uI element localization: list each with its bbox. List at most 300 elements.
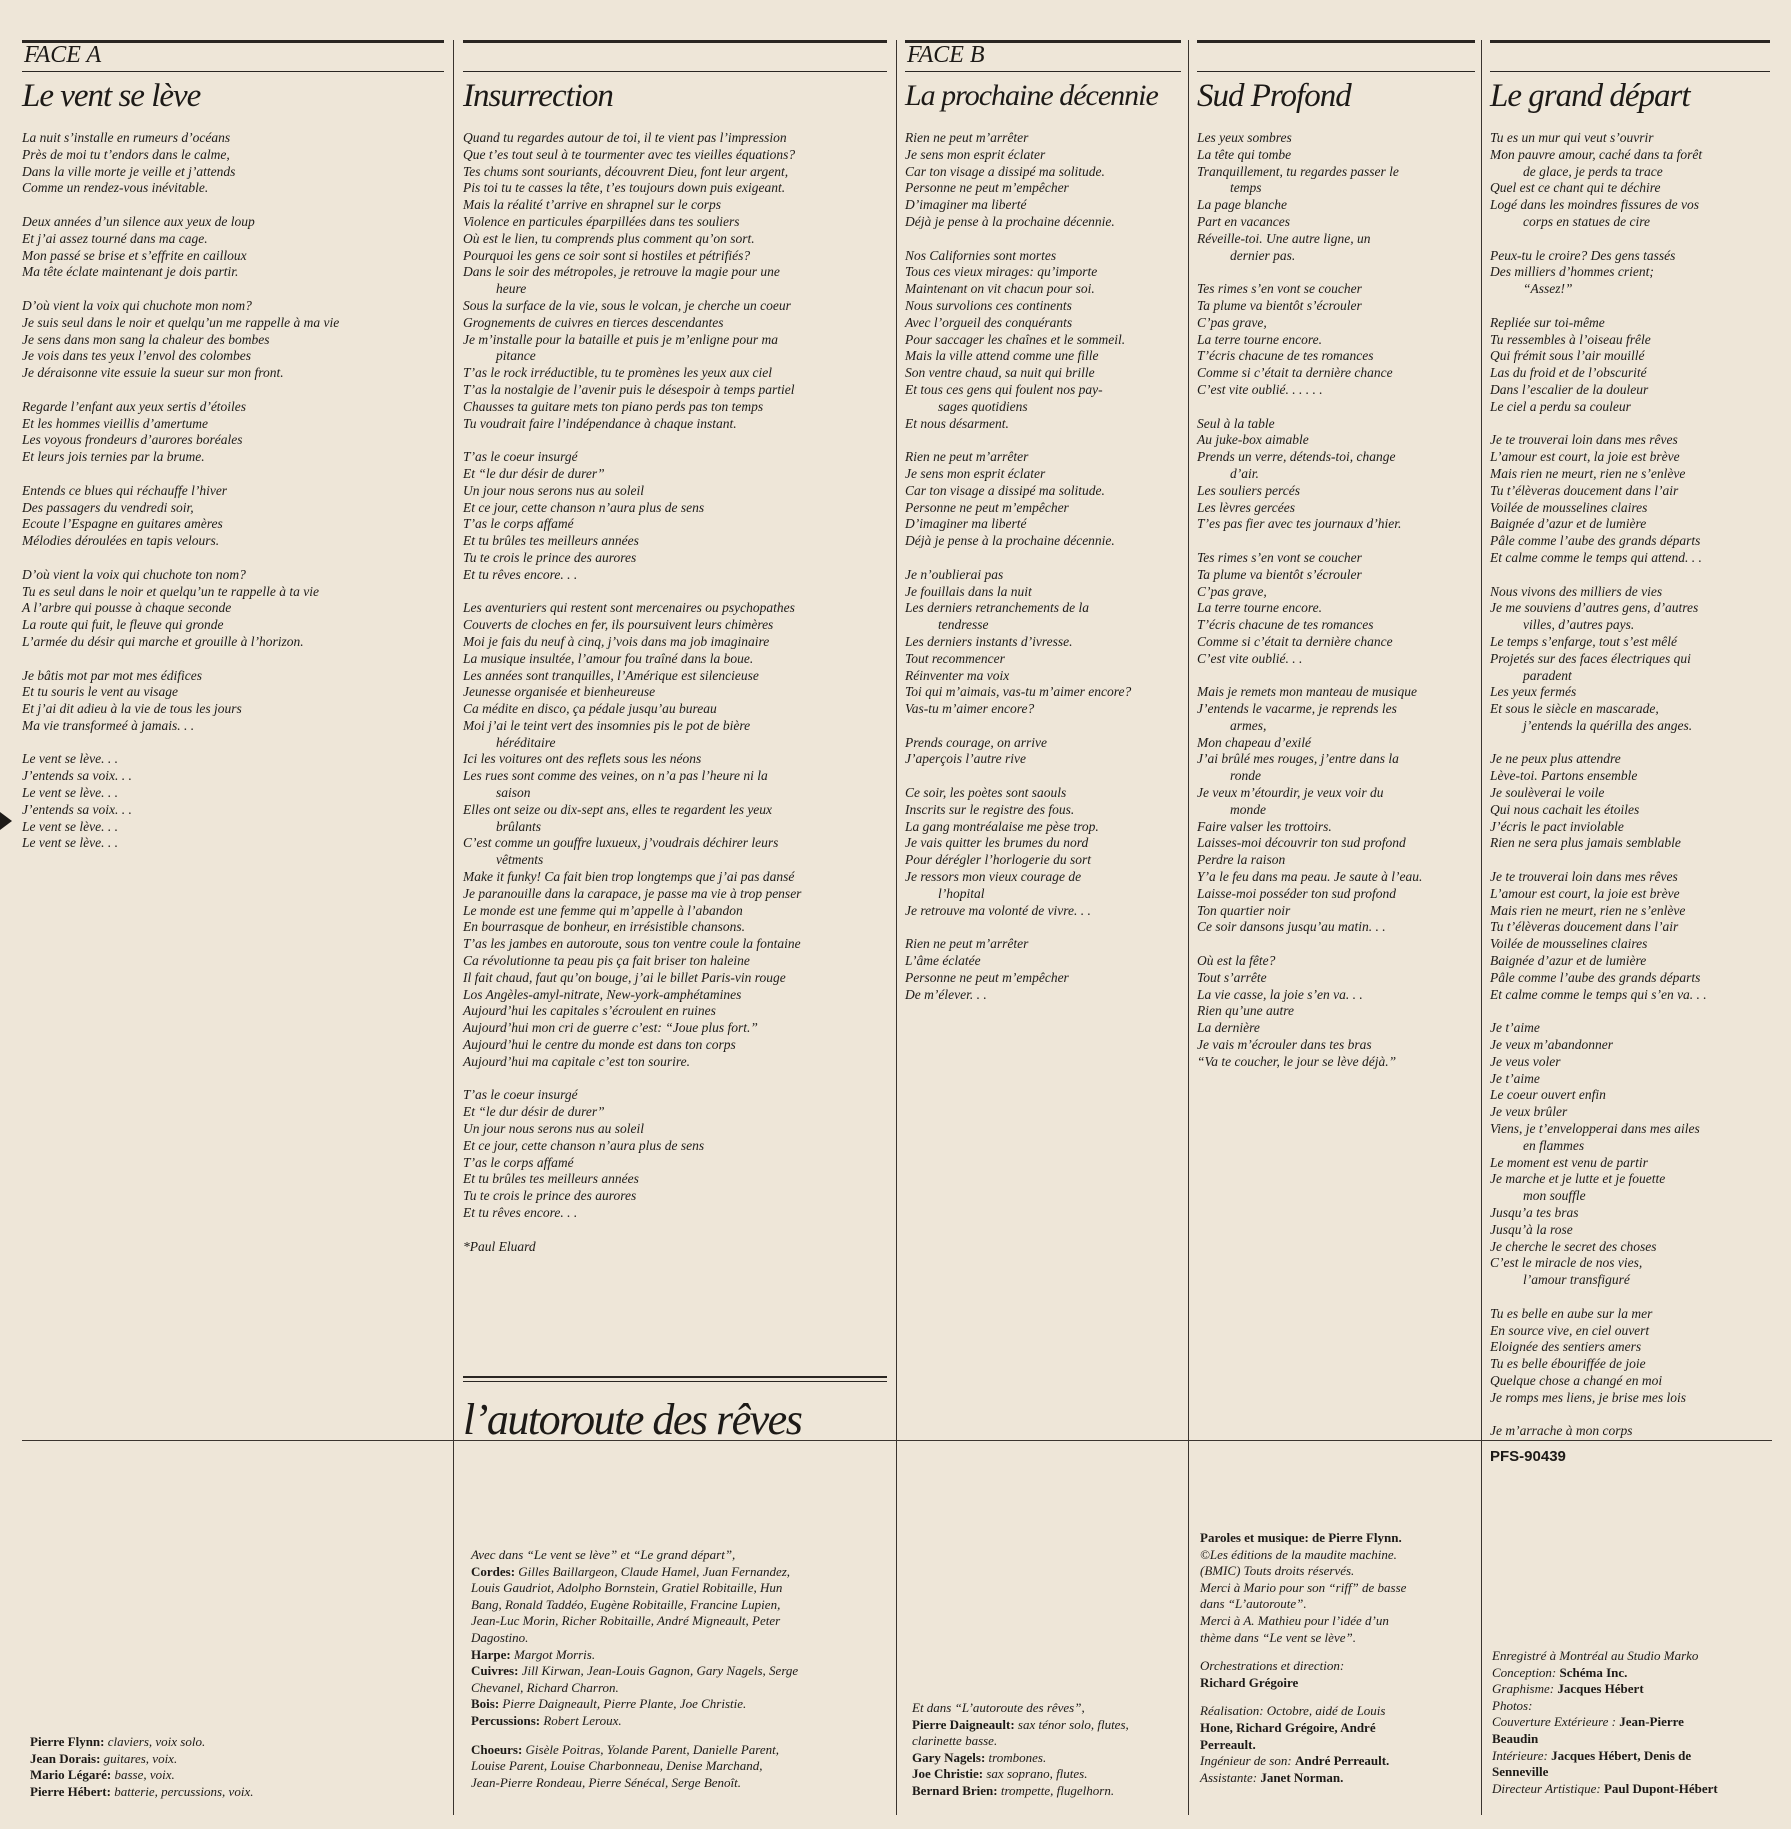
- studio-credits: [1492, 1648, 1772, 1797]
- lyric-line: Tes rimes s’en vont se coucher: [1197, 549, 1362, 565]
- lyric-line: Dans l’escalier de la douleur: [1490, 381, 1649, 397]
- lyric-line: C’pas grave,: [1197, 314, 1267, 330]
- column-sud-profond: [1197, 40, 1475, 1087]
- lyric-line: Entends ce blues qui réchauffe l’hiver: [22, 482, 228, 498]
- stanza: [905, 936, 1181, 1003]
- lyric-line: Le vent se lève. . .: [22, 751, 118, 767]
- column-divider: [896, 40, 897, 1815]
- lyric-line: Je veux m’abandonner: [1490, 1037, 1613, 1053]
- credit-line: [30, 1784, 440, 1801]
- lyric-line: Laisse-moi posséder ton sud profond: [1197, 885, 1397, 901]
- credit-text: (BMIC) Touts droits réservés.: [1200, 1563, 1355, 1579]
- credit-text: sax soprano, flutes.: [983, 1766, 1088, 1782]
- credit-name: Jean-Pierre: [1619, 1714, 1684, 1730]
- lyric-line: heure: [496, 281, 527, 297]
- lyric-line: Tu t’élèveras doucement dans l’air: [1490, 919, 1679, 935]
- credit-line: [1200, 1646, 1472, 1658]
- lyric-line: Rien ne peut m’arrêter: [905, 130, 1029, 145]
- lyric-line: Je cherche le secret des choses: [1490, 1238, 1657, 1254]
- lyric-line: “Assez!”: [1523, 281, 1573, 297]
- stanza: [905, 785, 1181, 919]
- lyric-line: Les souliers percés: [1197, 482, 1300, 498]
- lyric-line: Ce soir dansons jusqu’au matin. . .: [1197, 919, 1386, 935]
- lyric-line: Les derniers instants d’ivresse.: [905, 633, 1073, 649]
- lyric-line: Le vent se lève. . .: [22, 818, 118, 834]
- credit-line: [471, 1696, 886, 1713]
- stanza: [463, 130, 887, 432]
- lyric-line: Toi qui m’aimais, vas-tu m’aimer encore?: [905, 684, 1132, 700]
- credit-name: Gary Nagels:: [912, 1749, 986, 1765]
- credit-name: Pierre Daigneault:: [912, 1716, 1015, 1732]
- lyric-line: L’armée du désir qui marche et grouille à l’horizon.: [22, 633, 304, 649]
- lyric-line: D’imaginer ma liberté: [905, 197, 1027, 213]
- lyric-line: J’ai brûlé mes rouges, j’entre dans la: [1197, 751, 1399, 767]
- credit-line: [1200, 1770, 1472, 1787]
- lyric-line: corps en statues de cire: [1523, 213, 1650, 229]
- lyric-line: D’imaginer ma liberté: [905, 516, 1027, 532]
- lyric-line: Ton quartier noir: [1197, 902, 1291, 918]
- lyric-line: C’est comme un gouffre luxueux, j’voudrais déchirer leurs: [463, 835, 779, 851]
- lyric-line: Baignée d’azur et de lumière: [1490, 516, 1647, 532]
- lyric-line: temps: [1230, 180, 1262, 196]
- lyric-line: Comme si c’était ta dernière chance: [1197, 633, 1393, 649]
- lyric-line: Son ventre chaud, sa nuit qui brille: [905, 365, 1095, 381]
- lyric-line: Inscrits sur le registre des fous.: [905, 801, 1075, 817]
- lyric-line: T’as le coeur insurgé: [463, 1087, 578, 1103]
- lyric-line: Moi j’ai le teint vert des insomnies pis le pot de bière: [463, 717, 751, 733]
- face-label: FACE B: [907, 42, 985, 68]
- credit-line: [912, 1766, 1180, 1783]
- credit-line: [1492, 1648, 1772, 1665]
- lyric-line: La tête qui tombe: [1197, 146, 1292, 162]
- lyric-line: *Paul Eluard: [463, 1238, 536, 1254]
- credit-name: Pierre Flynn:: [30, 1734, 105, 1749]
- lyric-line: de glace, je perds ta trace: [1523, 163, 1663, 179]
- lyric-line: Mais la ville attend comme une fille: [905, 348, 1099, 364]
- credit-name: André Perreault.: [1294, 1753, 1390, 1769]
- lyric-line: Au juke-box aimable: [1197, 432, 1309, 448]
- credit-name: Perreault.: [1200, 1736, 1256, 1752]
- stanza: [1490, 315, 1770, 416]
- credit-name: Percussions:: [471, 1712, 541, 1728]
- lyric-line: En source vive, en ciel ouvert: [1490, 1322, 1650, 1338]
- credit-line: [1200, 1547, 1472, 1564]
- lyric-line: Je m’arrache à mon corps: [1490, 1423, 1633, 1439]
- lyric-line: dernier pas.: [1230, 247, 1296, 263]
- lyric-line: La musique insultée, l’amour fou traîné dans la boue.: [463, 650, 754, 666]
- lyric-line: Ta plume va bientôt s’écrouler: [1197, 297, 1362, 313]
- column-grand-depart: [1490, 40, 1770, 1457]
- lyric-line: Tu es belle en aube sur la mer: [1490, 1305, 1653, 1321]
- lyric-line: Avec l’orgueil des conquérants: [905, 314, 1073, 330]
- stanza: [463, 600, 887, 1070]
- lyric-line: Tes rimes s’en vont se coucher: [1197, 281, 1362, 297]
- lyric-line: D’où vient la voix qui chuchote mon nom?: [22, 297, 252, 313]
- lyric-line: villes, d’autres pays.: [1523, 617, 1635, 633]
- lyric-line: Ma tête éclate maintenant je dois partir.: [22, 264, 239, 280]
- credit-line: [1492, 1698, 1772, 1715]
- lyric-line: Personne ne peut m’empêcher: [905, 180, 1069, 196]
- stanza: [1490, 248, 1770, 298]
- lyric-line: Mais la réalité t’arrive en shrapnel sur le corps: [463, 197, 721, 213]
- lyric-line: Et ce jour, cette chanson n’aura plus de sens: [463, 499, 705, 515]
- lyric-line: L’amour est court, la joie est brève: [1490, 885, 1680, 901]
- lyric-line: Je m’installe pour la bataille et puis je m’enligne pour ma: [463, 331, 778, 347]
- credit-text: Robert Leroux.: [540, 1712, 622, 1728]
- lyric-line: Je veux m’étourdir, je veux voir du: [1197, 785, 1384, 801]
- lyric-line: Un jour nous serons nus au soleil: [463, 482, 645, 498]
- lyric-line: Où est le lien, tu comprends plus comment qu’on sort.: [463, 230, 755, 246]
- album-title-block: [463, 1376, 887, 1446]
- credit-text: Merci à A. Mathieu pour l’idée d’un: [1200, 1612, 1389, 1628]
- lyric-line: Je sens mon esprit éclater: [905, 465, 1046, 481]
- credit-text: Margot Morris.: [510, 1646, 596, 1662]
- lyric-line: Je soulèverai le voile: [1490, 785, 1605, 801]
- credit-text: Avec dans “Le vent se lève” et “Le grand départ”,: [471, 1547, 736, 1562]
- stanza: [1490, 751, 1770, 852]
- lyric-line: Mon passé se brise et s’effrite en cailloux: [22, 247, 247, 263]
- lyric-line: Je t’aime: [1490, 1070, 1540, 1086]
- lyric-line: Aujourd’hui ma capitale c’est ton sourire.: [463, 1053, 690, 1069]
- lyric-line: J’écris le pact inviolable: [1490, 818, 1624, 834]
- stanza: [1197, 684, 1475, 936]
- lyric-line: Mon pauvre amour, caché dans ta forêt: [1490, 146, 1703, 162]
- face-label: [463, 43, 887, 69]
- lyric-line: Je te trouverai loin dans mes rêves: [1490, 869, 1678, 885]
- lyric-line: Rien ne peut m’arrêter: [905, 936, 1029, 952]
- stanza: [1490, 432, 1770, 566]
- credit-line: [1200, 1580, 1472, 1597]
- lyric-line: Baignée d’azur et de lumière: [1490, 953, 1647, 969]
- lyric-line: Nos Californies sont mortes: [905, 247, 1057, 263]
- lyric-line: Des passagers du vendredi soir,: [22, 499, 194, 515]
- lyric-line: T’as la nostalgie de l’avenir puis le désespoir à temps partiel: [463, 381, 795, 397]
- lyric-line: Dans la ville morte je veille et j’attends: [22, 163, 236, 179]
- lyric-line: Les derniers retranchements de la: [905, 600, 1089, 616]
- credit-line: [471, 1758, 886, 1775]
- credit-text: Chevanel, Richard Charron.: [471, 1679, 619, 1695]
- credit-line: [30, 1751, 440, 1768]
- lyric-line: J’entends sa voix. . .: [22, 768, 132, 784]
- lyric-line: Las du froid et de l’obscurité: [1490, 365, 1647, 381]
- lyric-line: Quel est ce chant qui te déchire: [1490, 180, 1661, 196]
- lyric-line: Et calme comme le temps qui s’en va. . .: [1490, 986, 1707, 1002]
- lyric-line: Laisses-moi découvrir ton sud profond: [1197, 835, 1406, 851]
- lyric-line: Je n’oublierai pas: [905, 566, 1004, 582]
- credit-line: [471, 1713, 886, 1730]
- lyric-line: Ici les voitures ont des reflets sous les néons: [463, 751, 702, 767]
- stanza: [1490, 1423, 1770, 1440]
- lyric-line: Sous la surface de la vie, sous le volcan, je cherche un coeur: [463, 297, 791, 313]
- lyric-line: Je ne peux plus attendre: [1490, 751, 1621, 767]
- stanza: [905, 130, 1181, 231]
- credit-text: trombones.: [985, 1749, 1047, 1765]
- lyric-line: A l’arbre qui pousse à chaque seconde: [22, 600, 232, 616]
- stanza: [1490, 1306, 1770, 1407]
- lyric-line: Quand tu regardes autour de toi, il te vient pas l’impression: [463, 130, 787, 145]
- lyric-line: Le vent se lève. . .: [22, 785, 118, 801]
- lyric-line: La terre tourne encore.: [1197, 331, 1322, 347]
- stanza: [22, 668, 444, 735]
- lyric-line: Nous vivons des milliers de vies: [1490, 583, 1663, 599]
- lyric-line: Elles ont seize ou dix-sept ans, elles te regardent les yeux: [463, 801, 773, 817]
- lyric-line: Et j’ai assez tourné dans ma cage.: [22, 230, 208, 246]
- stanza: [905, 449, 1181, 550]
- credit-line: [1200, 1720, 1472, 1737]
- lyric-line: Je retrouve ma volonté de vivre. . .: [905, 902, 1091, 918]
- lyric-line: Les lèvres gercées: [1197, 499, 1295, 515]
- lyric-line: l’amour transfiguré: [1523, 1272, 1630, 1288]
- credit-line: [30, 1734, 440, 1751]
- lyric-line: Dans le soir des métropoles, je retrouve la magie pour une: [463, 264, 780, 280]
- stanza: [1197, 416, 1475, 534]
- lyric-line: Comme si c’était ta dernière chance: [1197, 365, 1393, 381]
- lyric-line: Jusqu’à la rose: [1490, 1221, 1573, 1237]
- credit-line: [1492, 1714, 1772, 1731]
- lyric-line: J’entends le vacarme, je reprends les: [1197, 701, 1397, 717]
- credit-role: basse, voix.: [111, 1767, 175, 1783]
- lyric-line: La terre tourne encore.: [1197, 600, 1322, 616]
- lyric-line: Réveille-toi. Une autre ligne, un: [1197, 230, 1371, 246]
- lyric-line: Je vois dans tes yeux l’envol des colombes: [22, 348, 252, 364]
- lyric-line: Prends courage, on arrive: [905, 734, 1047, 750]
- lyric-line: Los Angèles-amyl-nitrate, New-york-amphétamines: [463, 986, 742, 1002]
- lyric-line: l’hopital: [938, 885, 985, 901]
- lyric-line: Rien qu’une autre: [1197, 1003, 1294, 1019]
- stanza: [1490, 584, 1770, 735]
- lyric-line: Où est la fête?: [1197, 953, 1276, 969]
- lyric-line: Je te trouverai loin dans mes rêves: [1490, 432, 1678, 448]
- lyric-line: C’est vite oublié. . .: [1197, 650, 1303, 666]
- lyric-line: T’as le rock irréductible, tu te promènes les yeux aux ciel: [463, 365, 773, 381]
- lyric-line: Pour saccager les chaînes et le sommeil.: [905, 331, 1126, 347]
- band-credits: [30, 1734, 440, 1800]
- credit-line: [1200, 1613, 1472, 1630]
- song-title: La prochaine décennie: [905, 79, 1158, 112]
- lyric-line: Je ressors mon vieux courage de: [905, 869, 1082, 885]
- credit-line: [471, 1647, 886, 1664]
- lyric-line: Tout s’arrête: [1197, 969, 1267, 985]
- credit-name: Janet Norman.: [1260, 1769, 1344, 1785]
- lyric-line: Le coeur ouvert enfin: [1490, 1087, 1606, 1103]
- lyric-line: Tu es belle ébouriffée de joie: [1490, 1356, 1646, 1372]
- lyric-line: Ca médite en disco, ça pédale jusqu’au bureau: [463, 701, 717, 717]
- lyrics: [1490, 130, 1770, 1440]
- credit-text: Assistante:: [1200, 1769, 1261, 1785]
- lyric-line: Ca révolutionne ta peau pis ça fait briser ton haleine: [463, 953, 750, 969]
- lyric-line: Je déraisonne vite essuie la sueur sur mon front.: [22, 365, 284, 381]
- lyric-line: Qui nous cachait les étoiles: [1490, 801, 1640, 817]
- credit-text: Pierre Daigneault, Pierre Plante, Joe Christie.: [499, 1696, 747, 1712]
- lyric-line: T’écris chacune de tes romances: [1197, 617, 1374, 633]
- lyric-line: Pis toi tu te casses la tête, t’es toujours down puis exigeant.: [463, 180, 786, 196]
- lyric-line: Projetés sur des faces électriques qui: [1490, 650, 1691, 666]
- credit-line: [471, 1742, 886, 1759]
- lyric-line: Et les hommes vieillis d’amertume: [22, 415, 208, 431]
- lyric-line: Je sens dans mon sang la chaleur des bombes: [22, 331, 270, 347]
- credit-role: claviers, voix solo.: [104, 1734, 206, 1749]
- lyric-line: Tes chums sont souriants, découvrent Dieu, font leur argent,: [463, 163, 789, 179]
- lyric-line: héréditaire: [496, 734, 556, 750]
- lyric-line: Mais rien ne meurt, rien ne s’enlève: [1490, 902, 1686, 918]
- lyric-line: Mais rien ne meurt, rien ne s’enlève: [1490, 465, 1686, 481]
- credit-line: [471, 1613, 886, 1630]
- lyric-line: Et sous le siècle en mascarade,: [1490, 701, 1659, 717]
- lyric-line: Je veus voler: [1490, 1053, 1561, 1069]
- lyric-line: Car ton visage a dissipé ma solitude.: [905, 163, 1105, 179]
- lyric-line: La page blanche: [1197, 197, 1287, 213]
- lyric-line: saison: [496, 785, 531, 801]
- credit-name: Harpe:: [471, 1646, 511, 1662]
- credit-text: clarinette basse.: [912, 1733, 998, 1749]
- lyric-line: Jusqu’a tes bras: [1490, 1205, 1579, 1220]
- lyric-line: T’as le corps affamé: [463, 516, 574, 532]
- lyric-line: Il fait chaud, faut qu’on bouge, j’ai le billet Paris-vin rouge: [463, 969, 786, 985]
- song-title: Sud Profond: [1197, 78, 1351, 114]
- lyric-line: Et tu rêves encore. . .: [463, 1205, 578, 1220]
- credit-line: [1492, 1748, 1772, 1765]
- credit-text: Conception:: [1492, 1664, 1560, 1680]
- lyric-line: paradent: [1523, 667, 1572, 683]
- credit-role: guitares, voix.: [100, 1750, 178, 1766]
- credit-text: Réalisation: Octobre, aidé de Louis: [1200, 1703, 1386, 1719]
- lyric-line: Le moment est venu de partir: [1490, 1154, 1648, 1170]
- lyric-line: Chausses ta guitare mets ton piano perds pas ton temps: [463, 398, 764, 414]
- credit-line: [912, 1700, 1180, 1717]
- credit-line: [1492, 1665, 1772, 1682]
- lyric-line: Viens, je t’envelopperai dans mes ailes: [1490, 1121, 1700, 1137]
- stanza: [22, 214, 444, 281]
- lyric-line: brûlants: [496, 818, 542, 834]
- lyric-line: Tu t’élèveras doucement dans l’air: [1490, 482, 1679, 498]
- lyric-line: Tu es seul dans le noir et quelqu’un te rappelle à ta vie: [22, 583, 319, 599]
- lyric-line: monde: [1230, 801, 1266, 817]
- lyric-line: Perdre la raison: [1197, 852, 1286, 868]
- lyric-line: Tu ressembles à l’oiseau frêle: [1490, 331, 1651, 347]
- credit-text: Gilles Baillargeon, Claude Hamel, Juan Fernandez,: [515, 1563, 791, 1579]
- lyric-line: La vie casse, la joie s’en va. . .: [1197, 986, 1363, 1002]
- lyric-line: Y’a le feu dans ma peau. Je saute à l’eau.: [1197, 869, 1423, 885]
- credit-line: [1200, 1691, 1472, 1703]
- credit-line: [1200, 1630, 1472, 1647]
- lyric-line: Eloignée des sentiers amers: [1490, 1339, 1642, 1355]
- lyric-line: Pourquoi les gens ce soir sont si hostiles et pétrifiés?: [463, 247, 751, 263]
- lyric-line: Car ton visage a dissipé ma solitude.: [905, 482, 1105, 498]
- lyrics: [1197, 130, 1475, 1071]
- lyric-line: Grognements de cuivres en tierces descendantes: [463, 314, 724, 330]
- lyric-line: d’air.: [1230, 465, 1259, 481]
- lyric-line: Je t’aime: [1490, 1020, 1540, 1036]
- credit-line: [471, 1730, 886, 1742]
- lyric-line: Faire valser les trottoirs.: [1197, 818, 1332, 834]
- credit-line: [30, 1767, 440, 1784]
- album-title: l’autoroute des rêves: [463, 1395, 802, 1444]
- credit-text: Et dans “L’autoroute des rêves”,: [912, 1700, 1085, 1715]
- lyric-line: De m’élever. . .: [905, 986, 987, 1002]
- lyric-line: Deux années d’un silence aux yeux de loup: [22, 213, 255, 229]
- lyric-line: Déjà je pense à la prochaine décennie.: [905, 213, 1115, 229]
- lyric-line: J’entends sa voix. . .: [22, 801, 132, 817]
- credit-name: Mario Légaré:: [30, 1767, 112, 1783]
- stanza: [905, 248, 1181, 433]
- lyric-line: Les rues sont comme des veines, on n’a pas l’heure ni la: [463, 768, 768, 784]
- credit-text: Jean-Luc Morin, Richer Robitaille, André Migneault, Peter: [471, 1613, 781, 1629]
- lyric-line: Le temps s’enfarge, tout s’est mêlé: [1490, 633, 1677, 649]
- credit-text: Graphisme:: [1492, 1681, 1558, 1697]
- lyric-line: La gang montréalaise me pèse trop.: [905, 818, 1099, 834]
- credit-line: [1492, 1764, 1772, 1781]
- credit-role: batterie, percussions, voix.: [110, 1783, 254, 1799]
- lyric-line: Et “le dur désir de durer”: [463, 1104, 605, 1120]
- credit-line: [471, 1663, 886, 1680]
- column-divider: [453, 40, 454, 1815]
- lyric-line: en flammes: [1523, 1137, 1585, 1153]
- credit-name: Jacques Hébert, Denis de: [1551, 1747, 1692, 1763]
- stanza: [1197, 953, 1475, 1071]
- lyric-line: C’est vite oublié. . . . . .: [1197, 381, 1323, 397]
- lyric-line: Personne ne peut m’empêcher: [905, 499, 1069, 515]
- lyric-line: Je sens mon esprit éclater: [905, 146, 1046, 162]
- lyric-line: Et tu souris le vent au visage: [22, 684, 178, 700]
- credit-name: Senneville: [1492, 1764, 1549, 1780]
- lyric-line: Et tous ces gens qui foulent nos pay-: [905, 381, 1103, 397]
- stanza: [1490, 869, 1770, 1003]
- lyric-line: Logé dans les moindres fissures de vos: [1490, 197, 1699, 213]
- lyric-line: Et “le dur désir de durer”: [463, 465, 605, 481]
- credit-text: Merci à Mario pour son “riff” de basse: [1200, 1579, 1407, 1595]
- lyric-line: Je bâtis mot par mot mes édifices: [22, 667, 202, 683]
- lyric-line: Je vais m’écrouler dans tes bras: [1197, 1037, 1372, 1053]
- lyric-line: Déjà je pense à la prochaine décennie.: [905, 533, 1115, 549]
- lyric-line: Aujourd’hui le centre du monde est dans ton corps: [463, 1037, 736, 1053]
- credit-line: [912, 1783, 1180, 1800]
- lyric-line: Les yeux fermés: [1490, 684, 1577, 700]
- credit-text: ©Les éditions de la maudite machine.: [1200, 1546, 1397, 1562]
- credit-text: Intérieure:: [1492, 1747, 1552, 1763]
- song-title: Le grand départ: [1490, 78, 1690, 114]
- lyric-line: Mais je remets mon manteau de musique: [1197, 684, 1417, 700]
- credit-name: Jacques Hébert: [1557, 1681, 1644, 1697]
- column-insurrection: [463, 40, 887, 1272]
- lyric-line: Tous ces vieux mirages: qu’importe: [905, 264, 1098, 280]
- stanza: [463, 1087, 887, 1221]
- lyric-line: armes,: [1230, 717, 1267, 733]
- stanza: [22, 130, 444, 197]
- bottom-section-divider: [22, 1440, 1772, 1441]
- lyrics: [22, 130, 444, 852]
- credit-line: [1492, 1681, 1772, 1698]
- lyric-line: Et tu rêves encore. . .: [463, 566, 578, 582]
- lyric-line: Rien ne peut m’arrêter: [905, 449, 1029, 465]
- credit-line: [471, 1775, 886, 1792]
- stanza: [463, 1239, 887, 1256]
- credit-line: [912, 1717, 1180, 1734]
- stanza: [22, 483, 444, 550]
- credit-name: Paroles et musique: de Pierre Flynn.: [1200, 1530, 1402, 1545]
- credit-text: Bang, Ronald Taddéo, Eugène Robitaille, Francine Lupien,: [471, 1596, 781, 1612]
- lyric-line: Le ciel a perdu sa couleur: [1490, 398, 1631, 414]
- column-divider: [1481, 40, 1482, 1815]
- column-divider: [1188, 40, 1189, 1815]
- lyrics: [905, 130, 1181, 1003]
- credit-text: Dagostino.: [471, 1629, 529, 1645]
- lyric-line: Regarde l’enfant aux yeux sertis d’étoiles: [22, 398, 247, 414]
- credit-line: [471, 1597, 886, 1614]
- stanza: [1490, 130, 1770, 231]
- credit-name: Richard Grégoire: [1200, 1674, 1299, 1690]
- credit-text: Couverture Extérieure :: [1492, 1714, 1620, 1730]
- credit-text: Enregistré à Montréal au Studio Marko: [1492, 1648, 1699, 1663]
